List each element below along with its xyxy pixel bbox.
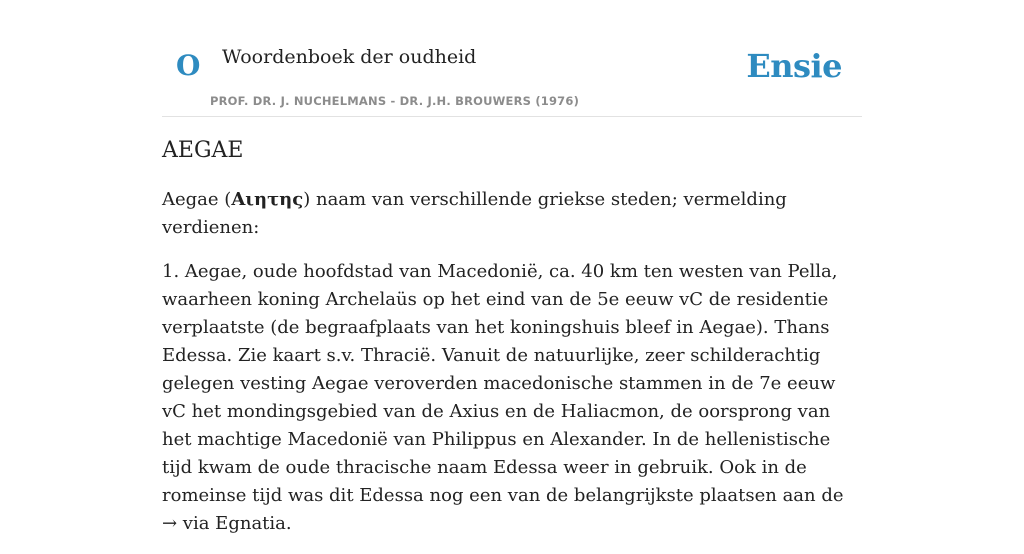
via-egnatia-link[interactable]: → via Egnatia [162, 513, 286, 535]
site-header [162, 0, 862, 117]
intro-text-before: Aegae ( [162, 189, 232, 211]
entry-content [162, 138, 862, 554]
intro-text-after: ) naam van verschillende griekse steden; vermelding verdienen: [162, 189, 787, 239]
item-1-end: . [285, 513, 292, 535]
greek-name: Αιητης [231, 189, 304, 211]
book-title[interactable]: Woordenboek der oudheid [222, 46, 477, 68]
ensie-brand-logo[interactable]: Ensie [746, 47, 842, 85]
entry-headword: AEGAE [162, 138, 244, 163]
entry-item-1 [162, 258, 862, 538]
dictionary-logo-icon[interactable]: O [176, 49, 201, 82]
item-1-text: 1. Aegae, oude hoofdstad van Macedonië, ca. 40 km ten westen van Pella, waarheen koning Archelaüs op het eind van de 5e eeuw vC de residentie verplaatste (de begraafplaats van het koningshuis bleef in Aegae). Thans Edessa. Zie kaart s.v. Thracië. Vanuit de natuurlijke, zeer schilderachtig gelegen vesting Aegae veroverden macedonische stammen in de 7e eeuw vC het mondingsgebied van de Axius en de Haliacmon, de oorsprong van het machtige Macedonië van Philippus en Alexander. In de hellenistische tijd kwam de oude thracische naam Edessa weer in gebruik. Ook in de romeinse tijd was dit Edessa nog een van de belangrijkste plaatsen aan de [162, 261, 844, 507]
book-authors: PROF. DR. J. NUCHELMANS - DR. J.H. BROUWERS (1976) [210, 94, 580, 108]
entry-intro [162, 186, 862, 242]
